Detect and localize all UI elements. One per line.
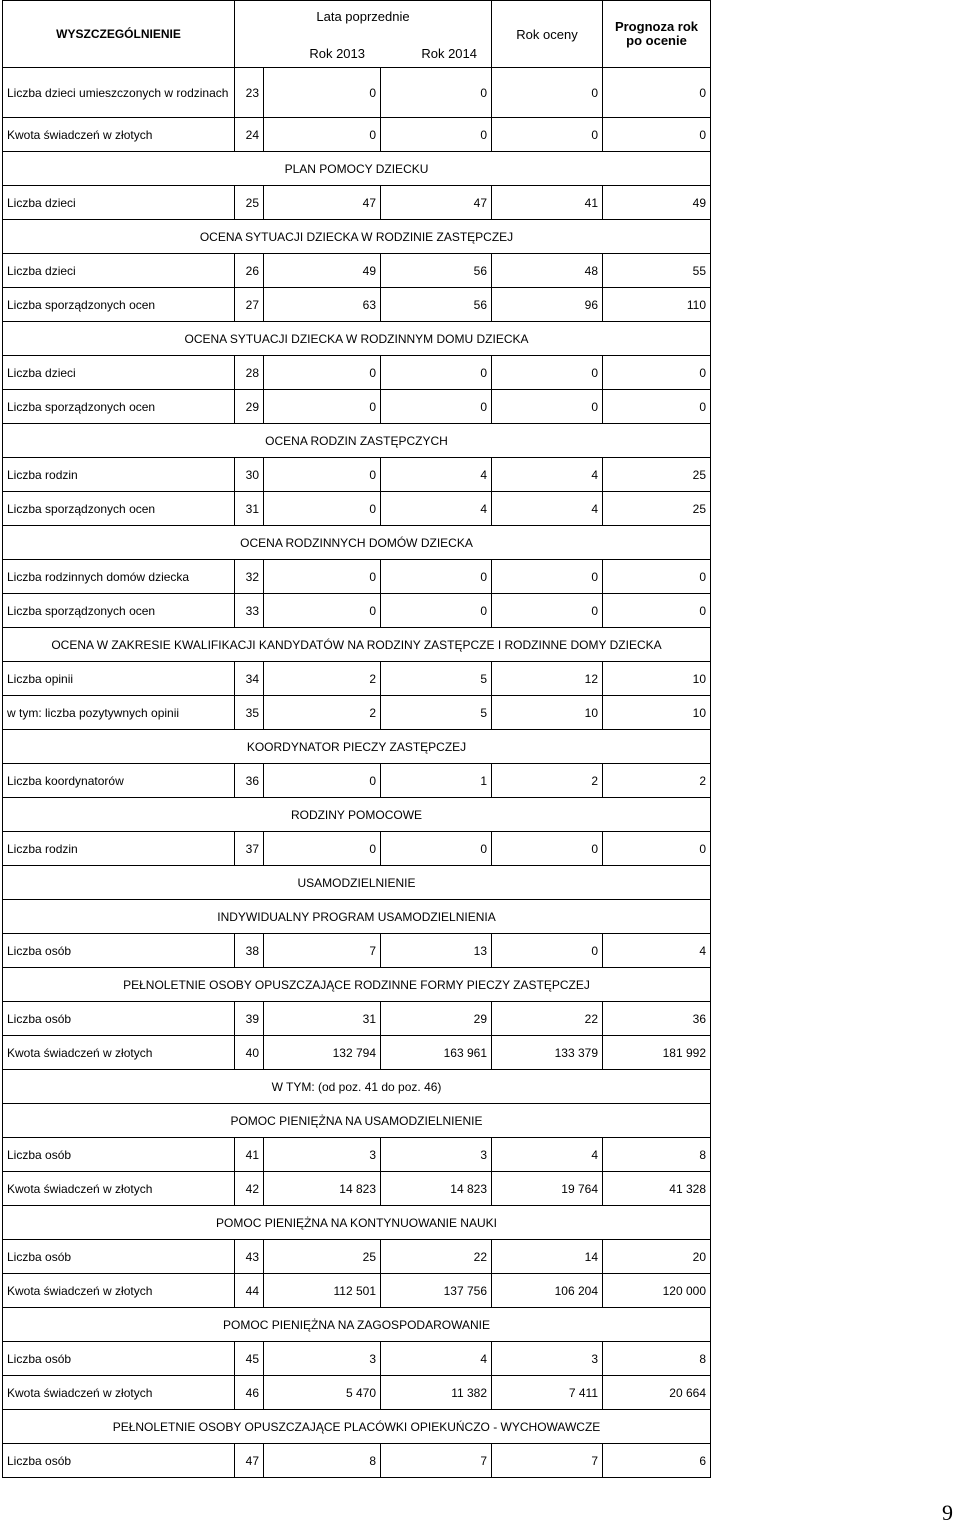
section-header-row xyxy=(3,1070,711,1104)
section-title: OCENA RODZINNYCH DOMÓW DZIECKA xyxy=(3,526,711,560)
value-rating-year: 14 xyxy=(492,1240,603,1274)
section-title: OCENA SYTUACJI DZIECKA W RODZINIE ZASTĘPCZEJ xyxy=(3,220,711,254)
value-2014: 137 756 xyxy=(381,1274,492,1308)
section-title: OCENA SYTUACJI DZIECKA W RODZINNYM DOMU DZIECKA xyxy=(3,322,711,356)
table-row xyxy=(3,356,711,390)
value-rating-year: 19 764 xyxy=(492,1172,603,1206)
value-rating-year: 10 xyxy=(492,696,603,730)
section-header-row xyxy=(3,900,711,934)
section-header-row xyxy=(3,322,711,356)
row-label: Kwota świadczeń w złotych xyxy=(3,118,235,152)
value-forecast: 2 xyxy=(603,764,711,798)
section-title: PLAN POMOCY DZIECKU xyxy=(3,152,711,186)
value-forecast: 0 xyxy=(603,594,711,628)
value-forecast: 0 xyxy=(603,356,711,390)
value-forecast: 0 xyxy=(603,560,711,594)
value-2013: 0 xyxy=(264,390,381,424)
section-title: POMOC PIENIĘŻNA NA KONTYNUOWANIE NAUKI xyxy=(3,1206,711,1240)
value-forecast: 25 xyxy=(603,458,711,492)
value-forecast: 4 xyxy=(603,934,711,968)
row-position-number: 28 xyxy=(235,356,264,390)
value-2013: 0 xyxy=(264,118,381,152)
section-title: PEŁNOLETNIE OSOBY OPUSZCZAJĄCE RODZINNE FORMY PIECZY ZASTĘPCZEJ xyxy=(3,968,711,1002)
row-position-number: 39 xyxy=(235,1002,264,1036)
row-position-number: 41 xyxy=(235,1138,264,1172)
section-title: OCENA RODZIN ZASTĘPCZYCH xyxy=(3,424,711,458)
value-2014: 0 xyxy=(381,356,492,390)
row-position-number: 38 xyxy=(235,934,264,968)
section-header-row xyxy=(3,526,711,560)
row-position-number: 34 xyxy=(235,662,264,696)
table-row xyxy=(3,492,711,526)
row-label: Liczba rodzin xyxy=(3,832,235,866)
value-rating-year: 0 xyxy=(492,356,603,390)
value-forecast: 55 xyxy=(603,254,711,288)
section-title: USAMODZIELNIENIE xyxy=(3,866,711,900)
row-position-number: 31 xyxy=(235,492,264,526)
row-label: Liczba osób xyxy=(3,1002,235,1036)
table-row xyxy=(3,662,711,696)
section-header-row xyxy=(3,798,711,832)
section-header-row xyxy=(3,1104,711,1138)
table-row xyxy=(3,1036,711,1070)
value-rating-year: 4 xyxy=(492,492,603,526)
row-position-number: 30 xyxy=(235,458,264,492)
section-title: KOORDYNATOR PIECZY ZASTĘPCZEJ xyxy=(3,730,711,764)
value-rating-year: 0 xyxy=(492,118,603,152)
row-label: Kwota świadczeń w złotych xyxy=(3,1376,235,1410)
value-forecast: 36 xyxy=(603,1002,711,1036)
row-position-number: 32 xyxy=(235,560,264,594)
value-forecast: 0 xyxy=(603,832,711,866)
value-forecast: 25 xyxy=(603,492,711,526)
table-row xyxy=(3,560,711,594)
header-year-2013: Rok 2013 xyxy=(309,46,365,61)
value-2013: 3 xyxy=(264,1342,381,1376)
table-row xyxy=(3,186,711,220)
value-rating-year: 0 xyxy=(492,832,603,866)
row-label: Liczba osób xyxy=(3,934,235,968)
value-forecast: 20 xyxy=(603,1240,711,1274)
section-title: PEŁNOLETNIE OSOBY OPUSZCZAJĄCE PLACÓWKI OPIEKUŃCZO - WYCHOWAWCZE xyxy=(3,1410,711,1444)
value-2013: 112 501 xyxy=(264,1274,381,1308)
value-forecast: 8 xyxy=(603,1138,711,1172)
section-header-row xyxy=(3,152,711,186)
table-row xyxy=(3,458,711,492)
value-2013: 25 xyxy=(264,1240,381,1274)
row-position-number: 24 xyxy=(235,118,264,152)
table-row xyxy=(3,1274,711,1308)
value-2013: 0 xyxy=(264,832,381,866)
row-label: Liczba dzieci xyxy=(3,254,235,288)
row-position-number: 23 xyxy=(235,68,264,118)
value-2014: 11 382 xyxy=(381,1376,492,1410)
row-label: Liczba dzieci xyxy=(3,186,235,220)
table-row xyxy=(3,1376,711,1410)
value-forecast: 0 xyxy=(603,390,711,424)
value-rating-year: 0 xyxy=(492,594,603,628)
value-2014: 5 xyxy=(381,662,492,696)
row-label: Liczba osób xyxy=(3,1444,235,1478)
value-rating-year: 3 xyxy=(492,1342,603,1376)
value-2014: 4 xyxy=(381,458,492,492)
row-label: Liczba rodzinnych domów dziecka xyxy=(3,560,235,594)
row-label: Liczba dzieci xyxy=(3,356,235,390)
section-header-row xyxy=(3,968,711,1002)
value-forecast: 41 328 xyxy=(603,1172,711,1206)
value-2013: 2 xyxy=(264,662,381,696)
section-header-row xyxy=(3,220,711,254)
table-row xyxy=(3,118,711,152)
value-2013: 0 xyxy=(264,560,381,594)
value-2013: 0 xyxy=(264,458,381,492)
value-2013: 63 xyxy=(264,288,381,322)
row-label: Liczba osób xyxy=(3,1240,235,1274)
value-2014: 0 xyxy=(381,118,492,152)
value-forecast: 20 664 xyxy=(603,1376,711,1410)
row-label: Liczba koordynatorów xyxy=(3,764,235,798)
value-forecast: 10 xyxy=(603,662,711,696)
header-previous-years xyxy=(235,1,492,68)
value-rating-year: 0 xyxy=(492,68,603,118)
row-position-number: 29 xyxy=(235,390,264,424)
value-2014: 0 xyxy=(381,68,492,118)
row-label: Liczba sporządzonych ocen xyxy=(3,594,235,628)
table-row xyxy=(3,1342,711,1376)
table-row xyxy=(3,1172,711,1206)
header-row xyxy=(3,1,711,68)
header-forecast: Prognoza rok po ocenie xyxy=(603,1,711,68)
value-2013: 132 794 xyxy=(264,1036,381,1070)
row-position-number: 43 xyxy=(235,1240,264,1274)
row-position-number: 33 xyxy=(235,594,264,628)
row-label: Liczba rodzin xyxy=(3,458,235,492)
section-header-row xyxy=(3,1308,711,1342)
value-2013: 7 xyxy=(264,934,381,968)
table-row xyxy=(3,696,711,730)
section-title: OCENA W ZAKRESIE KWALIFIKACJI KANDYDATÓW NA RODZINY ZASTĘPCZE I RODZINNE DOMY DZIECKA xyxy=(3,628,711,662)
value-2014: 5 xyxy=(381,696,492,730)
section-title: INDYWIDUALNY PROGRAM USAMODZIELNIENIA xyxy=(3,900,711,934)
section-header-row xyxy=(3,628,711,662)
row-position-number: 37 xyxy=(235,832,264,866)
value-2014: 47 xyxy=(381,186,492,220)
row-label: Kwota świadczeń w złotych xyxy=(3,1172,235,1206)
value-2014: 0 xyxy=(381,594,492,628)
value-2014: 0 xyxy=(381,560,492,594)
table-body xyxy=(3,68,711,1478)
value-2013: 0 xyxy=(264,492,381,526)
value-2014: 56 xyxy=(381,254,492,288)
row-position-number: 26 xyxy=(235,254,264,288)
value-2014: 7 xyxy=(381,1444,492,1478)
value-rating-year: 0 xyxy=(492,390,603,424)
value-forecast: 6 xyxy=(603,1444,711,1478)
value-2013: 2 xyxy=(264,696,381,730)
table-row xyxy=(3,832,711,866)
table-row xyxy=(3,1444,711,1478)
value-rating-year: 48 xyxy=(492,254,603,288)
table-row xyxy=(3,288,711,322)
value-2013: 0 xyxy=(264,764,381,798)
section-header-row xyxy=(3,866,711,900)
value-rating-year: 0 xyxy=(492,560,603,594)
value-2013: 47 xyxy=(264,186,381,220)
row-position-number: 25 xyxy=(235,186,264,220)
header-rating-year: Rok oceny xyxy=(492,1,603,68)
value-2014: 0 xyxy=(381,832,492,866)
row-label: Liczba opinii xyxy=(3,662,235,696)
row-label: Liczba sporządzonych ocen xyxy=(3,390,235,424)
value-rating-year: 2 xyxy=(492,764,603,798)
row-position-number: 40 xyxy=(235,1036,264,1070)
row-position-number: 45 xyxy=(235,1342,264,1376)
value-2014: 22 xyxy=(381,1240,492,1274)
row-position-number: 27 xyxy=(235,288,264,322)
statistics-table xyxy=(2,0,711,1478)
value-2014: 56 xyxy=(381,288,492,322)
section-title: POMOC PIENIĘŻNA NA USAMODZIELNIENIE xyxy=(3,1104,711,1138)
row-position-number: 35 xyxy=(235,696,264,730)
value-2013: 5 470 xyxy=(264,1376,381,1410)
value-2014: 3 xyxy=(381,1138,492,1172)
table-row xyxy=(3,1138,711,1172)
value-rating-year: 22 xyxy=(492,1002,603,1036)
value-forecast: 0 xyxy=(603,118,711,152)
row-label: w tym: liczba pozytywnych opinii xyxy=(3,696,235,730)
row-label: Liczba dzieci umieszczonych w rodzinach xyxy=(3,68,235,118)
value-rating-year: 106 204 xyxy=(492,1274,603,1308)
value-2014: 0 xyxy=(381,390,492,424)
row-label: Kwota świadczeń w złotych xyxy=(3,1274,235,1308)
value-rating-year: 41 xyxy=(492,186,603,220)
table-row xyxy=(3,254,711,288)
table-row xyxy=(3,764,711,798)
table-row xyxy=(3,934,711,968)
value-2014: 14 823 xyxy=(381,1172,492,1206)
section-title: POMOC PIENIĘŻNA NA ZAGOSPODAROWANIE xyxy=(3,1308,711,1342)
section-header-row xyxy=(3,730,711,764)
value-rating-year: 4 xyxy=(492,1138,603,1172)
value-forecast: 120 000 xyxy=(603,1274,711,1308)
table-row xyxy=(3,594,711,628)
value-forecast: 181 992 xyxy=(603,1036,711,1070)
header-label-column: WYSZCZEGÓLNIENIE xyxy=(3,1,235,68)
value-2013: 49 xyxy=(264,254,381,288)
row-label: Liczba osób xyxy=(3,1138,235,1172)
value-2013: 8 xyxy=(264,1444,381,1478)
value-rating-year: 7 411 xyxy=(492,1376,603,1410)
value-forecast: 110 xyxy=(603,288,711,322)
row-label: Kwota świadczeń w złotych xyxy=(3,1036,235,1070)
value-2013: 3 xyxy=(264,1138,381,1172)
section-title: RODZINY POMOCOWE xyxy=(3,798,711,832)
row-label: Liczba osób xyxy=(3,1342,235,1376)
row-position-number: 47 xyxy=(235,1444,264,1478)
table-row xyxy=(3,1002,711,1036)
header-year-2014: Rok 2014 xyxy=(421,46,477,61)
value-2014: 163 961 xyxy=(381,1036,492,1070)
value-forecast: 8 xyxy=(603,1342,711,1376)
value-2014: 29 xyxy=(381,1002,492,1036)
value-2014: 1 xyxy=(381,764,492,798)
page-number: 9 xyxy=(942,1500,953,1525)
value-2013: 0 xyxy=(264,356,381,390)
value-2013: 31 xyxy=(264,1002,381,1036)
section-header-row xyxy=(3,1206,711,1240)
section-title: W TYM: (od poz. 41 do poz. 46) xyxy=(3,1070,711,1104)
row-label: Liczba sporządzonych ocen xyxy=(3,492,235,526)
value-2013: 0 xyxy=(264,68,381,118)
row-position-number: 44 xyxy=(235,1274,264,1308)
value-2013: 14 823 xyxy=(264,1172,381,1206)
table-row xyxy=(3,390,711,424)
table-row xyxy=(3,1240,711,1274)
value-2014: 4 xyxy=(381,492,492,526)
row-position-number: 36 xyxy=(235,764,264,798)
value-2014: 4 xyxy=(381,1342,492,1376)
header-prev-years-label: Lata poprzednie xyxy=(316,9,410,24)
table-row xyxy=(3,68,711,118)
value-rating-year: 4 xyxy=(492,458,603,492)
value-rating-year: 96 xyxy=(492,288,603,322)
row-label: Liczba sporządzonych ocen xyxy=(3,288,235,322)
section-header-row xyxy=(3,1410,711,1444)
value-forecast: 49 xyxy=(603,186,711,220)
row-position-number: 46 xyxy=(235,1376,264,1410)
value-forecast: 10 xyxy=(603,696,711,730)
section-header-row xyxy=(3,424,711,458)
value-rating-year: 0 xyxy=(492,934,603,968)
value-rating-year: 12 xyxy=(492,662,603,696)
value-2013: 0 xyxy=(264,594,381,628)
value-2014: 13 xyxy=(381,934,492,968)
row-position-number: 42 xyxy=(235,1172,264,1206)
value-forecast: 0 xyxy=(603,68,711,118)
value-rating-year: 7 xyxy=(492,1444,603,1478)
value-rating-year: 133 379 xyxy=(492,1036,603,1070)
